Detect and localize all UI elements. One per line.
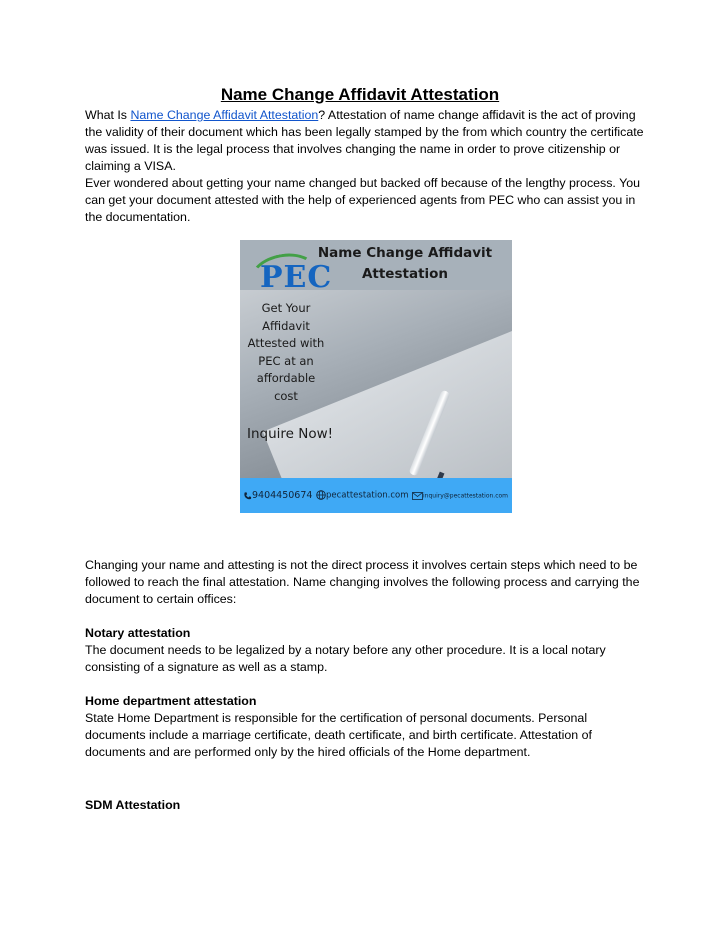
process-paragraph: Changing your name and attesting is not the direct process it involves certain steps which need to be followed to reach the final attestation. Name changing involves the following process and carrying the document to certain offices: xyxy=(85,558,640,606)
banner-sub-line: Affidavit xyxy=(262,318,310,333)
promo-banner-image xyxy=(240,240,512,513)
banner-header xyxy=(240,240,512,295)
phone-icon xyxy=(243,491,252,501)
banner-title-line-2: Attestation xyxy=(361,266,449,282)
email-address: inquiry@pecattestation.com xyxy=(423,492,509,500)
document-title: Name Change Affidavit Attestation xyxy=(220,85,500,104)
section-heading-sdm: SDM Attestation xyxy=(85,798,181,812)
banner-sub-line: Attested with xyxy=(247,336,325,350)
intro-prefix: What Is xyxy=(85,108,131,122)
phone-contact xyxy=(243,490,312,501)
banner-title xyxy=(298,243,512,285)
inquire-now-text: Inquire Now! xyxy=(247,426,334,442)
intro-suffix: ? Attestation of name change affidavit is the act of proving the validity of their document which has been legally stamped by the from which country the certificate was issued. It is the legal process that involves changing the name in order to prove citizenship or claiming a VISA. xyxy=(85,108,644,173)
mail-icon xyxy=(412,492,423,500)
banner-sub-line: affordable xyxy=(256,371,316,385)
section-body-home-department: State Home Department is responsible for the certification of personal documents. Personal documents include a marriage certificate, death certificate, and birth certificate. Attestation of documents and are performed only by the hired officials of the Home department. xyxy=(85,711,592,759)
intro-paragraph-2: Ever wondered about getting your name changed but backed off because of the lengthy process. You can get your document attested with the help of experienced agents from PEC who can assist you in the documentation. xyxy=(85,176,640,224)
section-heading-home-department: Home department attestation xyxy=(85,694,257,708)
banner-title-line-1: Name Change Affidavit xyxy=(317,245,493,261)
banner-sub-line: cost xyxy=(274,388,298,403)
email-contact xyxy=(412,492,508,500)
phone-number: 9404450674 xyxy=(252,490,313,501)
banner-subtitle xyxy=(242,300,330,405)
name-change-affidavit-link[interactable]: Name Change Affidavit Attestation xyxy=(130,108,319,122)
website-url: pecattestation.com xyxy=(326,490,409,501)
website-contact xyxy=(316,490,409,501)
banner-sub-line: Get Your xyxy=(261,301,311,315)
banner-sub-line: PEC at an xyxy=(258,353,314,368)
intro-paragraph xyxy=(85,107,645,175)
banner-contact-bar xyxy=(240,478,512,513)
pec-logo: PEC xyxy=(260,260,333,295)
section-heading-notary: Notary attestation xyxy=(85,626,191,640)
globe-icon xyxy=(316,490,326,500)
section-body-notary: The document needs to be legalized by a notary before any other procedure. It is a local notary consisting of a signature as well as a stamp. xyxy=(85,643,606,674)
